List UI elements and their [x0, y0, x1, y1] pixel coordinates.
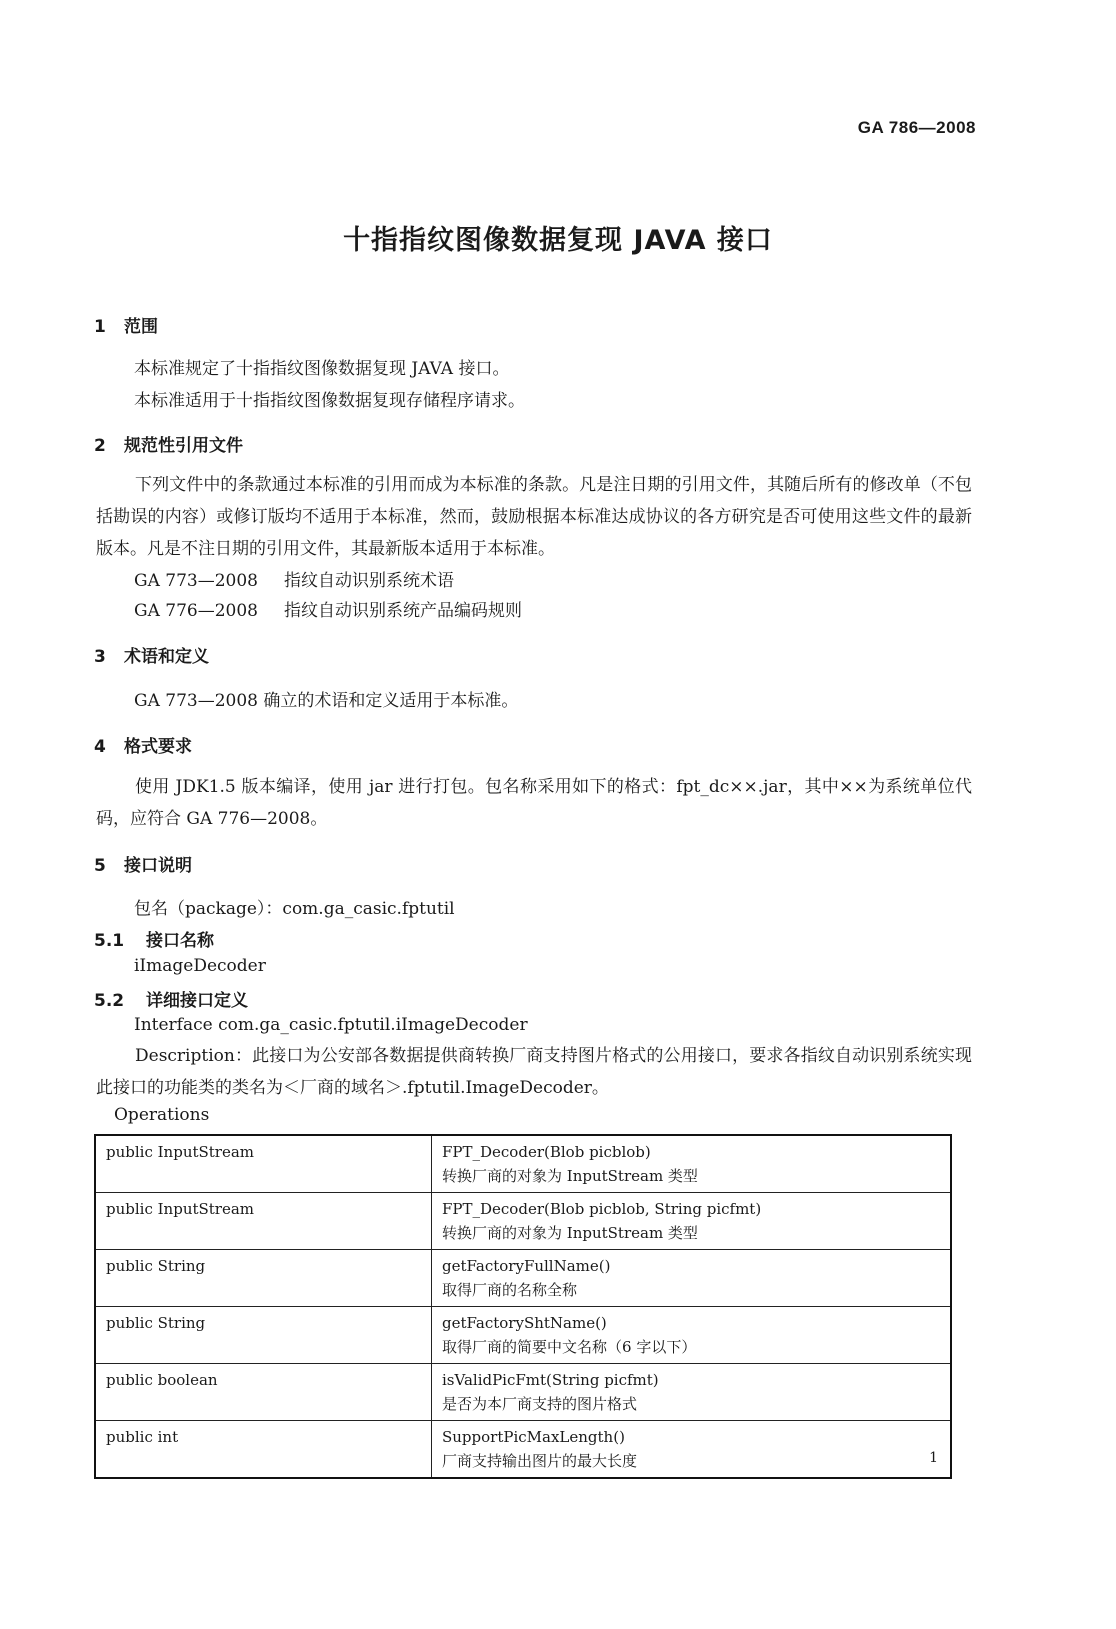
reference-title: 指纹自动识别系统术语 — [284, 571, 454, 591]
operation-description: 转换厂商的对象为 InputStream 类型 — [442, 1224, 698, 1242]
section-3-heading — [94, 642, 209, 667]
operation-signature: public String — [95, 1250, 432, 1307]
operation-description: 转换厂商的对象为 InputStream 类型 — [442, 1167, 698, 1185]
section-number: 5 — [94, 856, 106, 876]
section-1-line-1: 本标准规定了十指指纹图像数据复现 JAVA 接口。 — [134, 359, 510, 379]
section-5-1-heading — [94, 926, 214, 951]
section-number: 5.2 — [94, 991, 125, 1011]
section-1-heading — [94, 312, 158, 337]
section-title: 规范性引用文件 — [124, 436, 243, 456]
operation-signature: public int — [95, 1421, 432, 1479]
section-number: 2 — [94, 436, 106, 456]
operation-signature: public InputStream — [95, 1135, 432, 1193]
section-4-paragraph: 使用 JDK1.5 版本编译，使用 jar 进行打包。包名称采用如下的格式：fpt_dc××.jar，其中××为系统单位代码，应符合 GA 776—2008。 — [96, 777, 972, 829]
operation-method: SupportPicMaxLength() — [442, 1428, 625, 1446]
section-4-heading — [94, 732, 192, 757]
section-title: 术语和定义 — [124, 647, 209, 667]
section-title: 接口名称 — [146, 931, 214, 951]
operation-description: 是否为本厂商支持的图片格式 — [442, 1395, 638, 1413]
operation-method: FPT_Decoder(Blob picblob, String picfmt) — [442, 1200, 762, 1218]
table-row — [95, 1250, 951, 1307]
operation-method: getFactoryFullName() — [442, 1257, 611, 1275]
section-title: 接口说明 — [124, 856, 192, 876]
page-number: 1 — [929, 1450, 938, 1466]
table-row — [95, 1307, 951, 1364]
section-3-text: GA 773—2008 确立的术语和定义适用于本标准。 — [134, 691, 519, 711]
section-1-line-2: 本标准适用于十指指纹图像数据复现存储程序请求。 — [134, 391, 525, 411]
section-title: 详细接口定义 — [146, 991, 248, 1011]
reference-title: 指纹自动识别系统产品编码规则 — [284, 601, 522, 621]
operation-cell — [432, 1364, 952, 1421]
operation-signature: public String — [95, 1307, 432, 1364]
package-line: 包名（package）：com.ga_casic.fptutil — [134, 899, 455, 919]
table-row — [95, 1193, 951, 1250]
operation-signature: public InputStream — [95, 1193, 432, 1250]
reference-item — [134, 566, 454, 591]
section-number: 1 — [94, 317, 106, 337]
operation-description: 取得厂商的名称全称 — [442, 1281, 578, 1299]
table-row — [95, 1135, 951, 1193]
table-row — [95, 1421, 951, 1479]
section-5-heading — [94, 851, 192, 876]
operation-cell — [432, 1135, 952, 1193]
operation-method: isValidPicFmt(String picfmt) — [442, 1371, 659, 1389]
operation-cell — [432, 1307, 952, 1364]
operation-cell — [432, 1193, 952, 1250]
interface-definition: Interface com.ga_casic.fptutil.iImageDecoder — [134, 1015, 528, 1035]
interface-name: iImageDecoder — [134, 956, 266, 976]
operation-description: 厂商支持输出图片的最大长度 — [442, 1452, 638, 1470]
section-number: 5.1 — [94, 931, 125, 951]
reference-code: GA 773—2008 — [134, 571, 258, 591]
operation-method: getFactoryShtName() — [442, 1314, 607, 1332]
reference-code: GA 776—2008 — [134, 601, 258, 621]
section-number: 3 — [94, 647, 106, 667]
reference-item — [134, 596, 522, 621]
section-5-2-heading — [94, 986, 248, 1011]
table-row — [95, 1364, 951, 1421]
section-title: 格式要求 — [124, 737, 192, 757]
section-2-heading — [94, 431, 243, 456]
operation-signature: public boolean — [95, 1364, 432, 1421]
operations-table — [94, 1134, 952, 1479]
section-number: 4 — [94, 737, 106, 757]
standard-code: GA 786—2008 — [857, 118, 976, 137]
interface-description: Description：此接口为公安部各数据提供商转换厂商支持图片格式的公用接口，要求各指纹自动识别系统实现此接口的功能类的类名为＜厂商的域名＞.fptutil.ImageDecoder。 — [96, 1046, 972, 1098]
operation-method: FPT_Decoder(Blob picblob) — [442, 1143, 651, 1161]
operation-description: 取得厂商的简要中文名称（6 字以下） — [442, 1338, 697, 1356]
operation-cell — [432, 1421, 952, 1479]
section-2-paragraph: 下列文件中的条款通过本标准的引用而成为本标准的条款。凡是注日期的引用文件，其随后所有的修改单（不包括勘误的内容）或修订版均不适用于本标准，然而，鼓励根据本标准达成协议的各方研究是否可使用这些文件的最新版本。凡是不注日期的引用文件，其最新版本适用于本标准。 — [96, 475, 972, 559]
operation-cell — [432, 1250, 952, 1307]
operations-label: Operations — [114, 1105, 210, 1125]
section-title: 范围 — [124, 317, 158, 337]
document-title: 十指指纹图像数据复现 JAVA 接口 — [343, 225, 773, 256]
